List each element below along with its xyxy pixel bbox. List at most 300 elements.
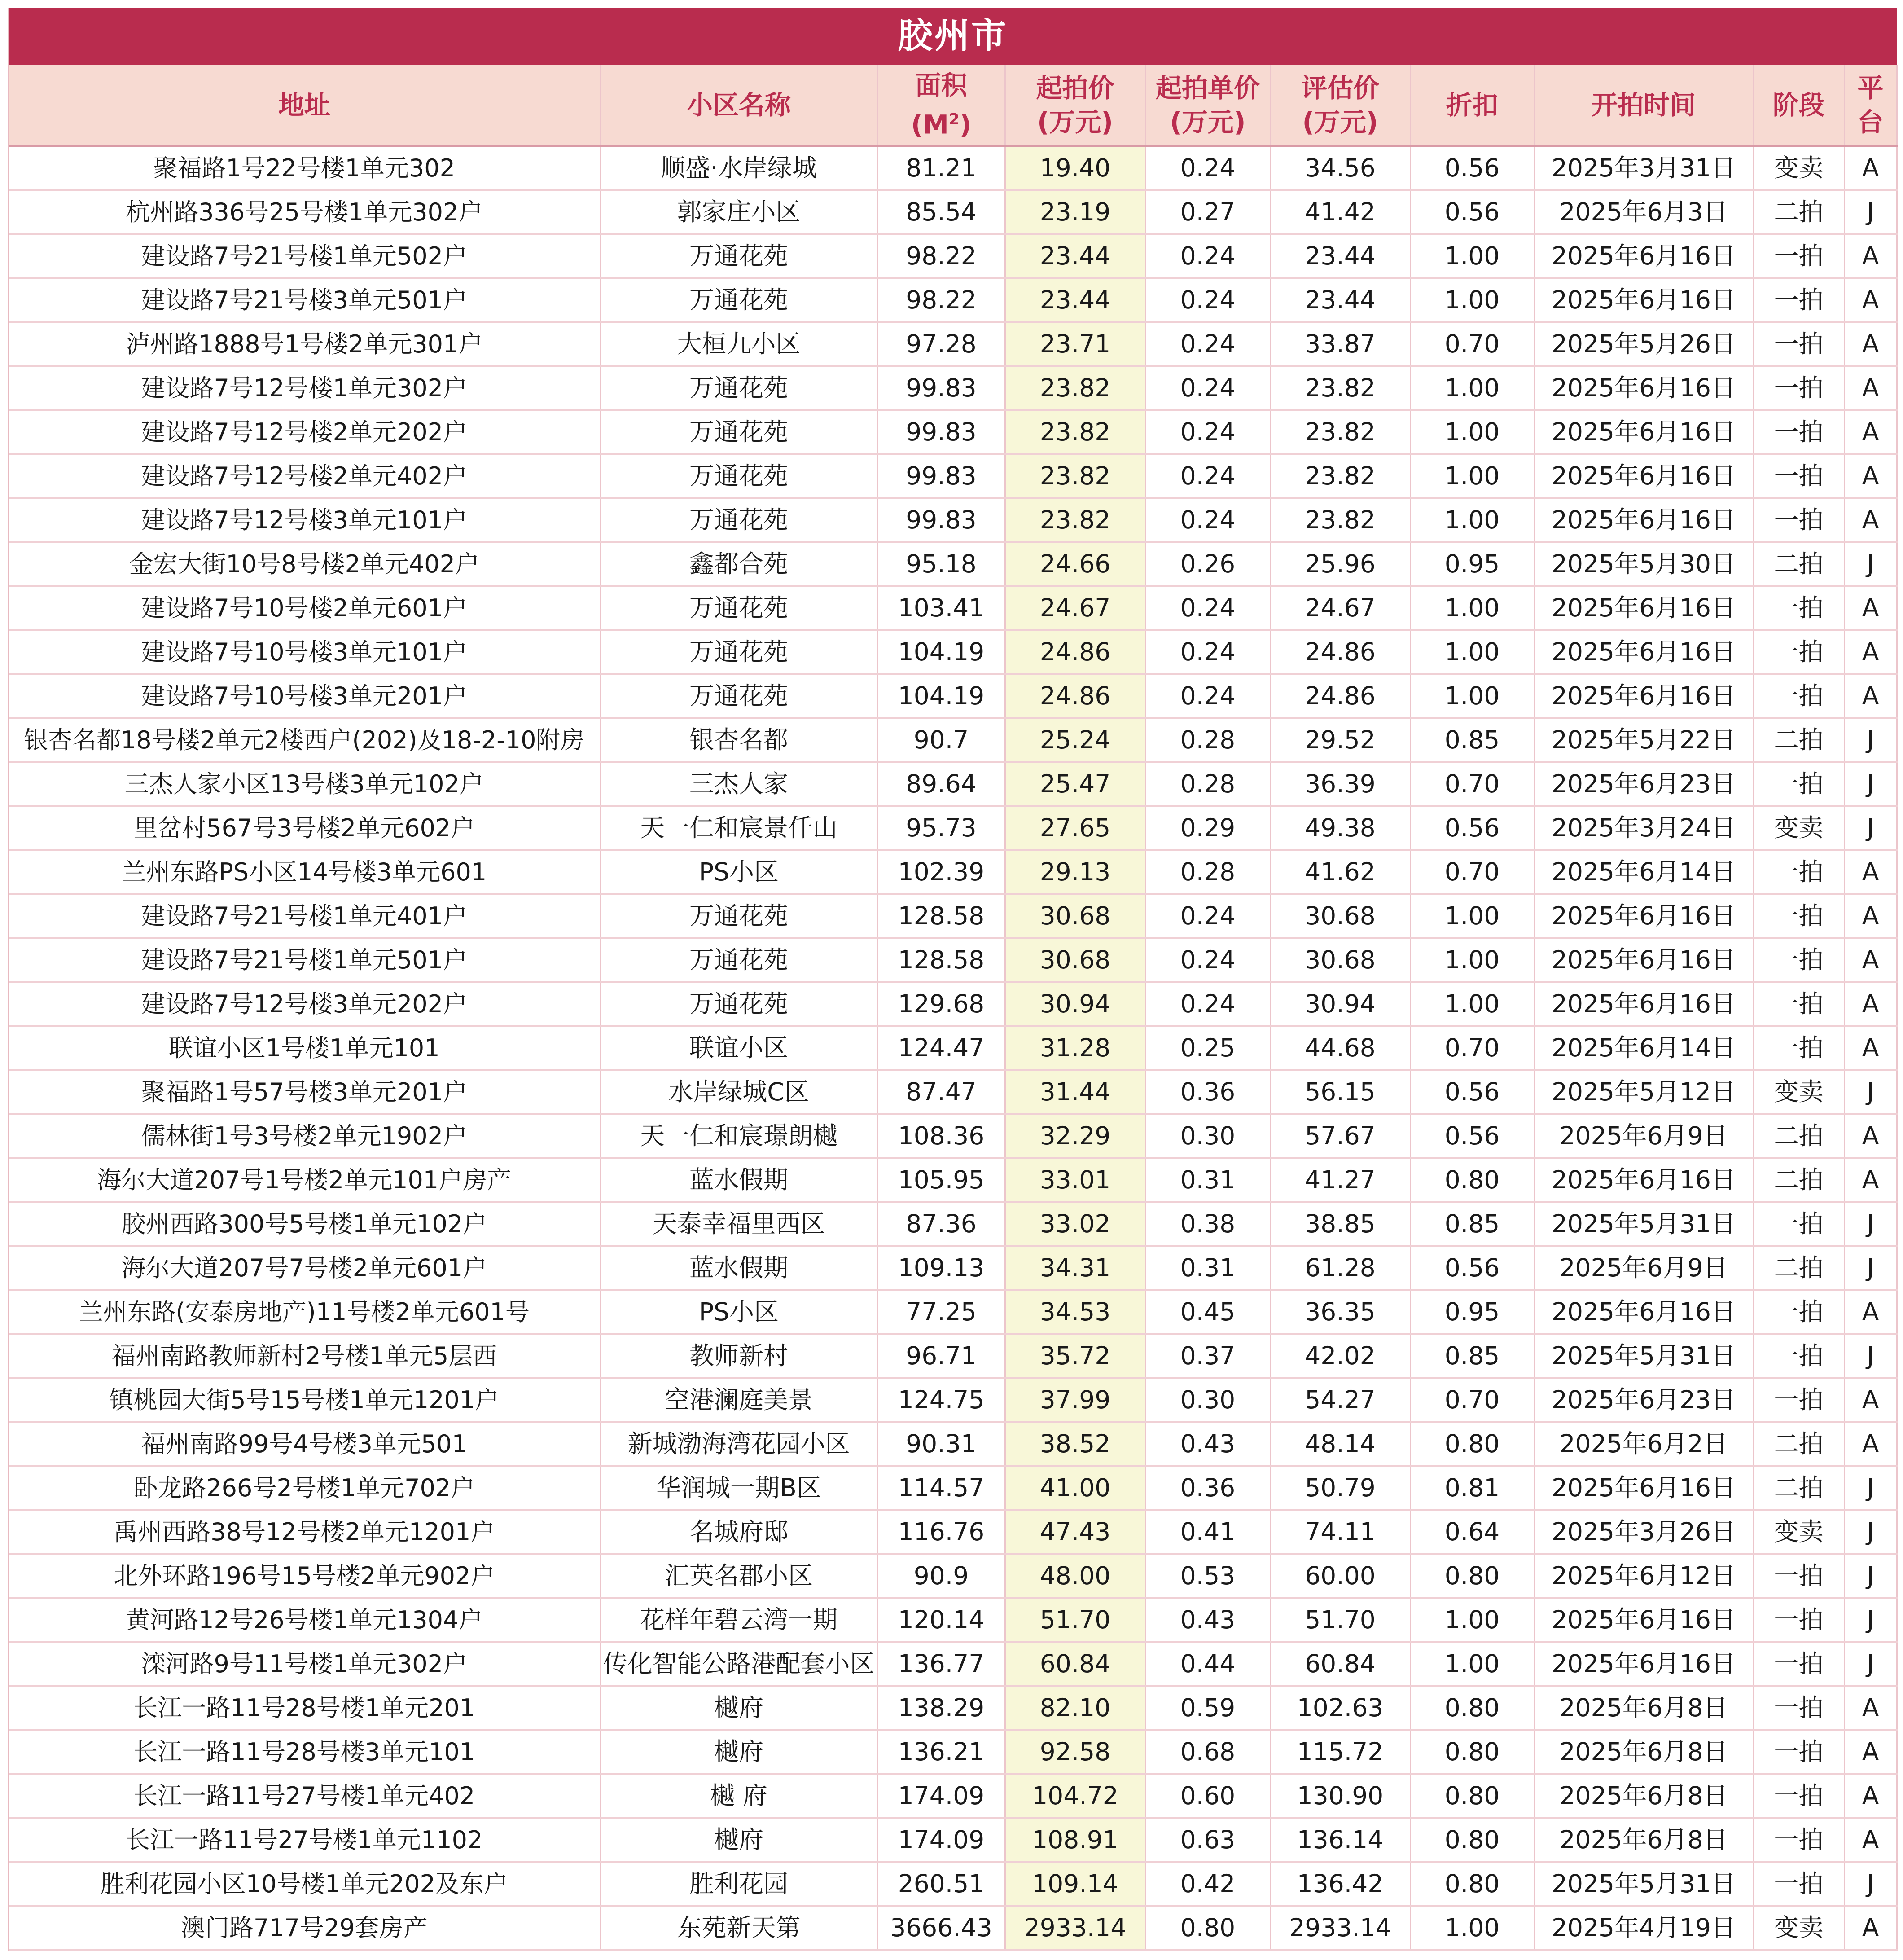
platform-cell: A [1844,850,1897,894]
platform-cell: J [1844,1202,1897,1246]
address-cell: 澳门路717号29套房产 [9,1906,600,1950]
table-row[interactable] [9,1026,1897,1070]
area-cell: 98.22 [877,234,1005,278]
platform-cell: J [1844,1862,1897,1906]
unit-price-cell: 0.43 [1145,1422,1270,1466]
area-cell: 95.73 [877,806,1005,850]
area-cell: 120.14 [877,1598,1005,1642]
community-cell: 万通花苑 [600,630,877,674]
auction-time-cell: 2025年6月2日 [1534,1422,1753,1466]
community-cell: 教师新村 [600,1334,877,1378]
table-row[interactable] [9,586,1897,630]
address-cell: 建设路7号21号楼1单元501户 [9,938,600,982]
table-row[interactable] [9,630,1897,674]
area-cell: 85.54 [877,190,1005,234]
auction-time-cell: 2025年6月16日 [1534,674,1753,718]
stage-cell: 一拍 [1753,278,1844,322]
platform-cell: A [1844,674,1897,718]
header-address[interactable]: 地址 [9,65,600,146]
appraisal-cell: 51.70 [1270,1598,1410,1642]
appraisal-cell: 38.85 [1270,1202,1410,1246]
discount-cell: 0.56 [1410,1114,1534,1158]
platform-cell: A [1844,1378,1897,1422]
table-row[interactable] [9,1202,1897,1246]
table-row[interactable] [9,366,1897,410]
table-row[interactable] [9,1158,1897,1202]
area-cell: 103.41 [877,586,1005,630]
auction-time-cell: 2025年6月23日 [1534,762,1753,806]
stage-cell: 一拍 [1753,410,1844,454]
table-row[interactable] [9,1686,1897,1730]
table-row[interactable] [9,1422,1897,1466]
area-cell: 128.58 [877,938,1005,982]
appraisal-cell: 2933.14 [1270,1906,1410,1950]
address-cell: 建设路7号12号楼1单元302户 [9,366,600,410]
platform-cell: A [1844,586,1897,630]
header-appraisal[interactable] [1270,65,1410,146]
table-row[interactable] [9,278,1897,322]
appraisal-cell: 74.11 [1270,1510,1410,1554]
unit-price-cell: 0.45 [1145,1290,1270,1334]
stage-cell: 一拍 [1753,1642,1844,1686]
auction-time-cell: 2025年6月14日 [1534,850,1753,894]
platform-cell: A [1844,498,1897,542]
area-cell: 77.25 [877,1290,1005,1334]
auction-time-cell: 2025年6月16日 [1534,366,1753,410]
stage-cell: 一拍 [1753,762,1844,806]
auction-time-cell: 2025年5月31日 [1534,1334,1753,1378]
address-cell: 金宏大街10号8号楼2单元402户 [9,542,600,586]
table-row[interactable] [9,1774,1897,1818]
discount-cell: 1.00 [1410,498,1534,542]
table-row[interactable] [9,1598,1897,1642]
area-cell: 99.83 [877,366,1005,410]
platform-cell: A [1844,234,1897,278]
table-row[interactable] [9,982,1897,1026]
table-row[interactable] [9,1378,1897,1422]
table-row[interactable] [9,146,1897,190]
platform-cell: A [1844,1906,1897,1950]
address-cell: 建设路7号12号楼3单元202户 [9,982,600,1026]
header-row [9,65,1897,146]
table-row[interactable] [9,1906,1897,1950]
header-unit-price-unit: (万元) [1170,106,1246,137]
address-cell: 建设路7号21号楼1单元401户 [9,894,600,938]
discount-cell: 0.85 [1410,718,1534,762]
area-cell: 108.36 [877,1114,1005,1158]
start-price-cell: 2933.14 [1005,1906,1145,1950]
header-unit-price-label: 起拍单价 [1155,72,1260,103]
community-cell: 传化智能公路港配套小区 [600,1642,877,1686]
appraisal-cell: 136.42 [1270,1862,1410,1906]
platform-cell: A [1844,1686,1897,1730]
auction-time-cell: 2025年6月16日 [1534,278,1753,322]
stage-cell: 一拍 [1753,1334,1844,1378]
table-row[interactable] [9,894,1897,938]
address-cell: 联谊小区1号楼1单元101 [9,1026,600,1070]
appraisal-cell: 49.38 [1270,806,1410,850]
platform-cell: A [1844,454,1897,498]
area-cell: 116.76 [877,1510,1005,1554]
auction-time-cell: 2025年3月26日 [1534,1510,1753,1554]
area-cell: 109.13 [877,1246,1005,1290]
community-cell: 大桓九小区 [600,322,877,366]
unit-price-cell: 0.25 [1145,1026,1270,1070]
stage-cell: 变卖 [1753,1906,1844,1950]
appraisal-cell: 23.82 [1270,498,1410,542]
auction-time-cell: 2025年5月31日 [1534,1862,1753,1906]
auction-time-cell: 2025年3月24日 [1534,806,1753,850]
discount-cell: 0.64 [1410,1510,1534,1554]
table-row[interactable] [9,718,1897,762]
auction-time-cell: 2025年6月16日 [1534,410,1753,454]
address-cell: 建设路7号21号楼1单元502户 [9,234,600,278]
stage-cell: 一拍 [1753,894,1844,938]
platform-cell: A [1844,278,1897,322]
stage-cell: 一拍 [1753,454,1844,498]
unit-price-cell: 0.60 [1145,1774,1270,1818]
appraisal-cell: 36.35 [1270,1290,1410,1334]
stage-cell: 一拍 [1753,674,1844,718]
discount-cell: 0.80 [1410,1422,1534,1466]
stage-cell: 二拍 [1753,1114,1844,1158]
address-cell: 建设路7号12号楼2单元402户 [9,454,600,498]
table-row[interactable] [9,850,1897,894]
platform-cell: A [1844,1422,1897,1466]
auction-time-cell: 2025年6月14日 [1534,1026,1753,1070]
address-cell: 黄河路12号26号楼1单元1304户 [9,1598,600,1642]
discount-cell: 0.95 [1410,1290,1534,1334]
discount-cell: 1.00 [1410,1906,1534,1950]
community-cell: 万通花苑 [600,366,877,410]
community-cell: 樾府 [600,1730,877,1774]
platform-cell: A [1844,1774,1897,1818]
appraisal-cell: 57.67 [1270,1114,1410,1158]
table-row[interactable] [9,454,1897,498]
start-price-cell: 25.47 [1005,762,1145,806]
discount-cell: 0.85 [1410,1334,1534,1378]
table-row[interactable] [9,1510,1897,1554]
platform-cell: A [1844,1730,1897,1774]
start-price-cell: 51.70 [1005,1598,1145,1642]
table-row[interactable] [9,190,1897,234]
stage-cell: 变卖 [1753,146,1844,190]
table-row[interactable] [9,1818,1897,1862]
appraisal-cell: 30.94 [1270,982,1410,1026]
address-cell: 泸州路1888号1号楼2单元301户 [9,322,600,366]
address-cell: 长江一路11号27号楼1单元402 [9,1774,600,1818]
area-cell: 105.95 [877,1158,1005,1202]
header-start-price[interactable] [1005,65,1145,146]
table-row[interactable] [9,806,1897,850]
appraisal-cell: 41.42 [1270,190,1410,234]
community-cell: 万通花苑 [600,982,877,1026]
table-row[interactable] [9,410,1897,454]
stage-cell: 变卖 [1753,1510,1844,1554]
stage-cell: 一拍 [1753,586,1844,630]
header-appraisal-label: 评估价 [1301,72,1379,103]
area-cell: 87.36 [877,1202,1005,1246]
header-platform[interactable] [1844,65,1897,146]
platform-cell: A [1844,982,1897,1026]
sheet-title: 胶州市 [9,8,1897,65]
table-row[interactable] [9,1554,1897,1598]
auction-table [9,65,1898,1951]
community-cell: 花样年碧云湾一期 [600,1598,877,1642]
appraisal-cell: 36.39 [1270,762,1410,806]
stage-cell: 一拍 [1753,1378,1844,1422]
area-cell: 136.21 [877,1730,1005,1774]
start-price-cell: 35.72 [1005,1334,1145,1378]
start-price-cell: 108.91 [1005,1818,1145,1862]
auction-time-cell: 2025年4月19日 [1534,1906,1753,1950]
discount-cell: 0.56 [1410,1246,1534,1290]
stage-cell: 一拍 [1753,850,1844,894]
header-area-label: 面积 [915,70,967,101]
appraisal-cell: 24.86 [1270,674,1410,718]
appraisal-cell: 23.44 [1270,278,1410,322]
auction-time-cell: 2025年6月16日 [1534,586,1753,630]
unit-price-cell: 0.24 [1145,586,1270,630]
unit-price-cell: 0.24 [1145,322,1270,366]
community-cell: 万通花苑 [600,454,877,498]
unit-price-cell: 0.43 [1145,1598,1270,1642]
area-cell: 104.19 [877,630,1005,674]
platform-cell: J [1844,1554,1897,1598]
community-cell: 万通花苑 [600,278,877,322]
discount-cell: 0.85 [1410,1202,1534,1246]
appraisal-cell: 30.68 [1270,894,1410,938]
auction-time-cell: 2025年6月9日 [1534,1246,1753,1290]
community-cell: 蓝水假期 [600,1246,877,1290]
community-cell: 顺盛·水岸绿城 [600,146,877,190]
table-row[interactable] [9,1466,1897,1510]
start-price-cell: 48.00 [1005,1554,1145,1598]
platform-cell: J [1844,1466,1897,1510]
header-area[interactable] [877,65,1005,146]
stage-cell: 一拍 [1753,1554,1844,1598]
platform-cell: A [1844,894,1897,938]
start-price-cell: 23.44 [1005,278,1145,322]
unit-price-cell: 0.24 [1145,234,1270,278]
appraisal-cell: 23.82 [1270,366,1410,410]
auction-time-cell: 2025年6月16日 [1534,1598,1753,1642]
area-cell: 260.51 [877,1862,1005,1906]
stage-cell: 二拍 [1753,1158,1844,1202]
address-cell: 建设路7号12号楼2单元202户 [9,410,600,454]
appraisal-cell: 50.79 [1270,1466,1410,1510]
auction-time-cell: 2025年6月9日 [1534,1114,1753,1158]
unit-price-cell: 0.24 [1145,498,1270,542]
unit-price-cell: 0.30 [1145,1114,1270,1158]
discount-cell: 0.56 [1410,806,1534,850]
table-row[interactable] [9,234,1897,278]
table-row[interactable] [9,1290,1897,1334]
area-cell: 128.58 [877,894,1005,938]
table-row[interactable] [9,1730,1897,1774]
community-cell: 胜利花园 [600,1862,877,1906]
platform-cell: A [1844,146,1897,190]
start-price-cell: 60.84 [1005,1642,1145,1686]
community-cell: 万通花苑 [600,234,877,278]
address-cell: 儒林街1号3号楼2单元1902户 [9,1114,600,1158]
address-cell: 里岔村567号3号楼2单元602户 [9,806,600,850]
platform-cell: A [1844,938,1897,982]
community-cell: 万通花苑 [600,586,877,630]
community-cell: 万通花苑 [600,938,877,982]
table-row[interactable] [9,674,1897,718]
area-cell: 3666.43 [877,1906,1005,1950]
platform-cell: A [1844,410,1897,454]
header-area-unit-open: (M [911,109,949,140]
table-row[interactable] [9,498,1897,542]
header-auction-time[interactable]: 开拍时间 [1534,65,1753,146]
auction-time-cell: 2025年6月16日 [1534,1290,1753,1334]
auction-time-cell: 2025年5月26日 [1534,322,1753,366]
address-cell: 三杰人家小区13号楼3单元102户 [9,762,600,806]
area-cell: 87.47 [877,1070,1005,1114]
start-price-cell: 37.99 [1005,1378,1145,1422]
address-cell: 杭州路336号25号楼1单元302户 [9,190,600,234]
community-cell: 万通花苑 [600,498,877,542]
header-start-price-unit: (万元) [1037,106,1114,137]
address-cell: 镇桃园大街5号15号楼1单元1201户 [9,1378,600,1422]
auction-time-cell: 2025年5月30日 [1534,542,1753,586]
area-cell: 124.47 [877,1026,1005,1070]
auction-time-cell: 2025年6月16日 [1534,234,1753,278]
table-row[interactable] [9,1862,1897,1906]
start-price-cell: 47.43 [1005,1510,1145,1554]
community-cell: 水岸绿城C区 [600,1070,877,1114]
community-cell: 新城渤海湾花园小区 [600,1422,877,1466]
unit-price-cell: 0.24 [1145,982,1270,1026]
appraisal-cell: 60.84 [1270,1642,1410,1686]
header-start-price-label: 起拍价 [1036,72,1114,103]
appraisal-cell: 41.27 [1270,1158,1410,1202]
unit-price-cell: 0.24 [1145,938,1270,982]
table-row[interactable] [9,1642,1897,1686]
unit-price-cell: 0.31 [1145,1246,1270,1290]
header-unit-price[interactable] [1145,65,1270,146]
platform-cell: J [1844,1070,1897,1114]
unit-price-cell: 0.28 [1145,762,1270,806]
discount-cell: 0.70 [1410,1026,1534,1070]
address-cell: 建设路7号10号楼3单元201户 [9,674,600,718]
community-cell: 樾府 [600,1818,877,1862]
area-cell: 99.83 [877,454,1005,498]
stage-cell: 一拍 [1753,1818,1844,1862]
appraisal-cell: 48.14 [1270,1422,1410,1466]
address-cell: 银杏名都18号楼2单元2楼西户(202)及18-2-10附房 [9,718,600,762]
community-cell: 万通花苑 [600,410,877,454]
header-area-unit [878,102,1004,141]
unit-price-cell: 0.80 [1145,1906,1270,1950]
community-cell: 天一仁和宸景仟山 [600,806,877,850]
platform-cell: A [1844,1158,1897,1202]
platform-cell: A [1844,1290,1897,1334]
start-price-cell: 31.28 [1005,1026,1145,1070]
discount-cell: 0.70 [1410,850,1534,894]
header-discount[interactable]: 折扣 [1410,65,1534,146]
stage-cell: 一拍 [1753,1686,1844,1730]
discount-cell: 0.56 [1410,146,1534,190]
discount-cell: 0.80 [1410,1818,1534,1862]
start-price-cell: 33.01 [1005,1158,1145,1202]
address-cell: 福州南路99号4号楼3单元501 [9,1422,600,1466]
appraisal-cell: 44.68 [1270,1026,1410,1070]
platform-cell: J [1844,762,1897,806]
community-cell: 郭家庄小区 [600,190,877,234]
unit-price-cell: 0.59 [1145,1686,1270,1730]
table-row[interactable] [9,762,1897,806]
start-price-cell: 23.82 [1005,454,1145,498]
auction-time-cell: 2025年6月12日 [1534,1554,1753,1598]
unit-price-cell: 0.24 [1145,674,1270,718]
table-row[interactable] [9,1114,1897,1158]
unit-price-cell: 0.24 [1145,146,1270,190]
table-row[interactable] [9,1246,1897,1290]
table-row[interactable] [9,322,1897,366]
discount-cell: 1.00 [1410,894,1534,938]
area-cell: 136.77 [877,1642,1005,1686]
start-price-cell: 24.86 [1005,630,1145,674]
area-cell: 174.09 [877,1774,1005,1818]
area-cell: 89.64 [877,762,1005,806]
header-stage[interactable]: 阶段 [1753,65,1844,146]
address-cell: 长江一路11号28号楼3单元101 [9,1730,600,1774]
start-price-cell: 30.68 [1005,938,1145,982]
table-row[interactable] [9,938,1897,982]
community-cell: 汇英名郡小区 [600,1554,877,1598]
start-price-cell: 27.65 [1005,806,1145,850]
auction-time-cell: 2025年3月31日 [1534,146,1753,190]
table-row[interactable] [9,1334,1897,1378]
start-price-cell: 23.82 [1005,366,1145,410]
unit-price-cell: 0.27 [1145,190,1270,234]
start-price-cell: 19.40 [1005,146,1145,190]
unit-price-cell: 0.36 [1145,1070,1270,1114]
table-row[interactable] [9,1070,1897,1114]
platform-cell: A [1844,1818,1897,1862]
auction-time-cell: 2025年6月16日 [1534,1158,1753,1202]
discount-cell: 1.00 [1410,938,1534,982]
appraisal-cell: 41.62 [1270,850,1410,894]
area-cell: 98.22 [877,278,1005,322]
discount-cell: 0.80 [1410,1730,1534,1774]
discount-cell: 0.56 [1410,1070,1534,1114]
header-community[interactable]: 小区名称 [600,65,877,146]
auction-time-cell: 2025年6月3日 [1534,190,1753,234]
address-cell: 建设路7号10号楼2单元601户 [9,586,600,630]
platform-cell: A [1844,630,1897,674]
discount-cell: 1.00 [1410,410,1534,454]
header-area-unit-close: ) [959,109,972,140]
address-cell: 卧龙路266号2号楼1单元702户 [9,1466,600,1510]
community-cell: 万通花苑 [600,894,877,938]
address-cell: 海尔大道207号7号楼2单元601户 [9,1246,600,1290]
community-cell: 天一仁和宸璟朗樾 [600,1114,877,1158]
unit-price-cell: 0.30 [1145,1378,1270,1422]
start-price-cell: 30.94 [1005,982,1145,1026]
address-cell: 福州南路教师新村2号楼1单元5层西 [9,1334,600,1378]
platform-cell: J [1844,542,1897,586]
discount-cell: 1.00 [1410,1598,1534,1642]
community-cell: 空港澜庭美景 [600,1378,877,1422]
discount-cell: 0.56 [1410,190,1534,234]
table-row[interactable] [9,542,1897,586]
stage-cell: 一拍 [1753,630,1844,674]
area-cell: 114.57 [877,1466,1005,1510]
